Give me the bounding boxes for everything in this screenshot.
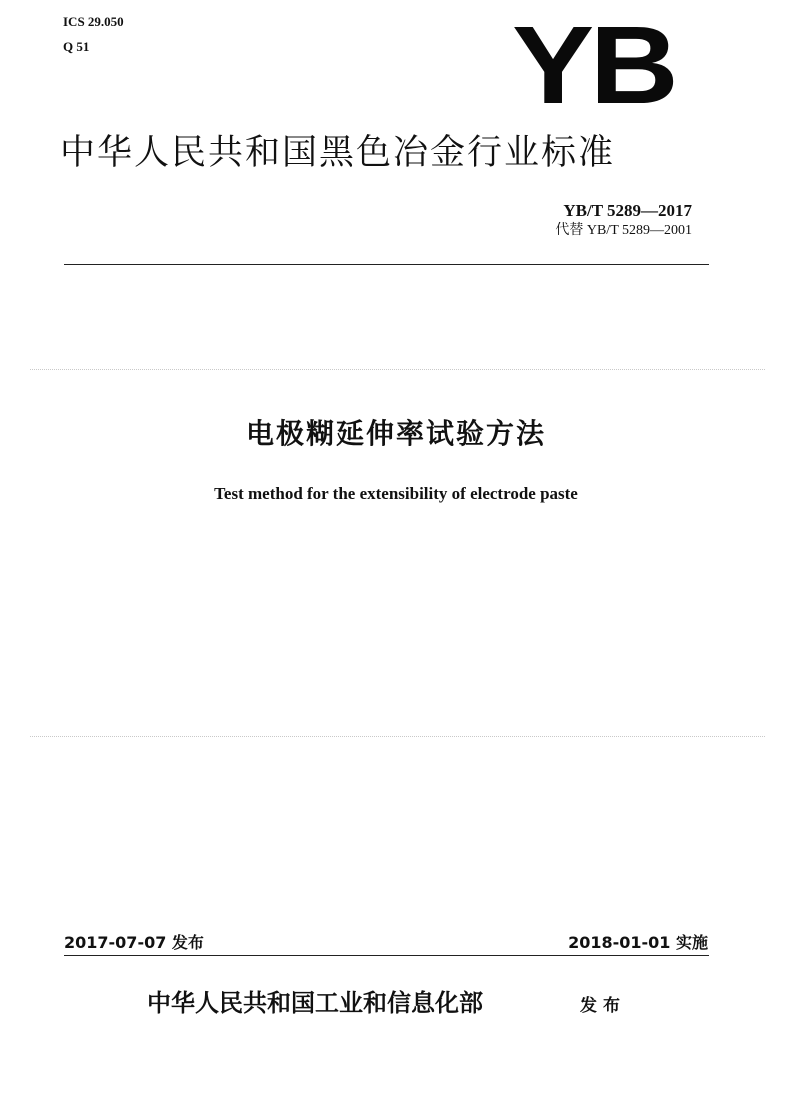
dotted-guide-top (30, 369, 765, 370)
ccs-code: Q 51 (63, 39, 90, 54)
publisher: 中华人民共和国工业和信息化部 (147, 988, 483, 1017)
header-divider (64, 264, 709, 265)
document-title-cn: 电极糊延伸率试验方法 (245, 417, 546, 450)
yb-logo: YB (512, 4, 675, 127)
ics-code: ICS 29.050 (63, 14, 124, 29)
replaces-standard: 代替 YB/T 5289—2001 (555, 223, 692, 238)
publish-word: 发布 (580, 996, 626, 1016)
standard-body-title: 中华人民共和国黑色冶金行业标准 (60, 133, 616, 173)
dotted-guide-bottom (30, 736, 765, 737)
implementation-date: 2018-01-01 实施 (568, 933, 708, 952)
issue-date: 2017-07-07 发布 (64, 933, 204, 952)
standard-number: YB/T 5289—2017 (563, 201, 692, 220)
footer-divider (64, 955, 709, 956)
document-title-en: Test method for the extensibility of electrode paste (214, 484, 578, 503)
